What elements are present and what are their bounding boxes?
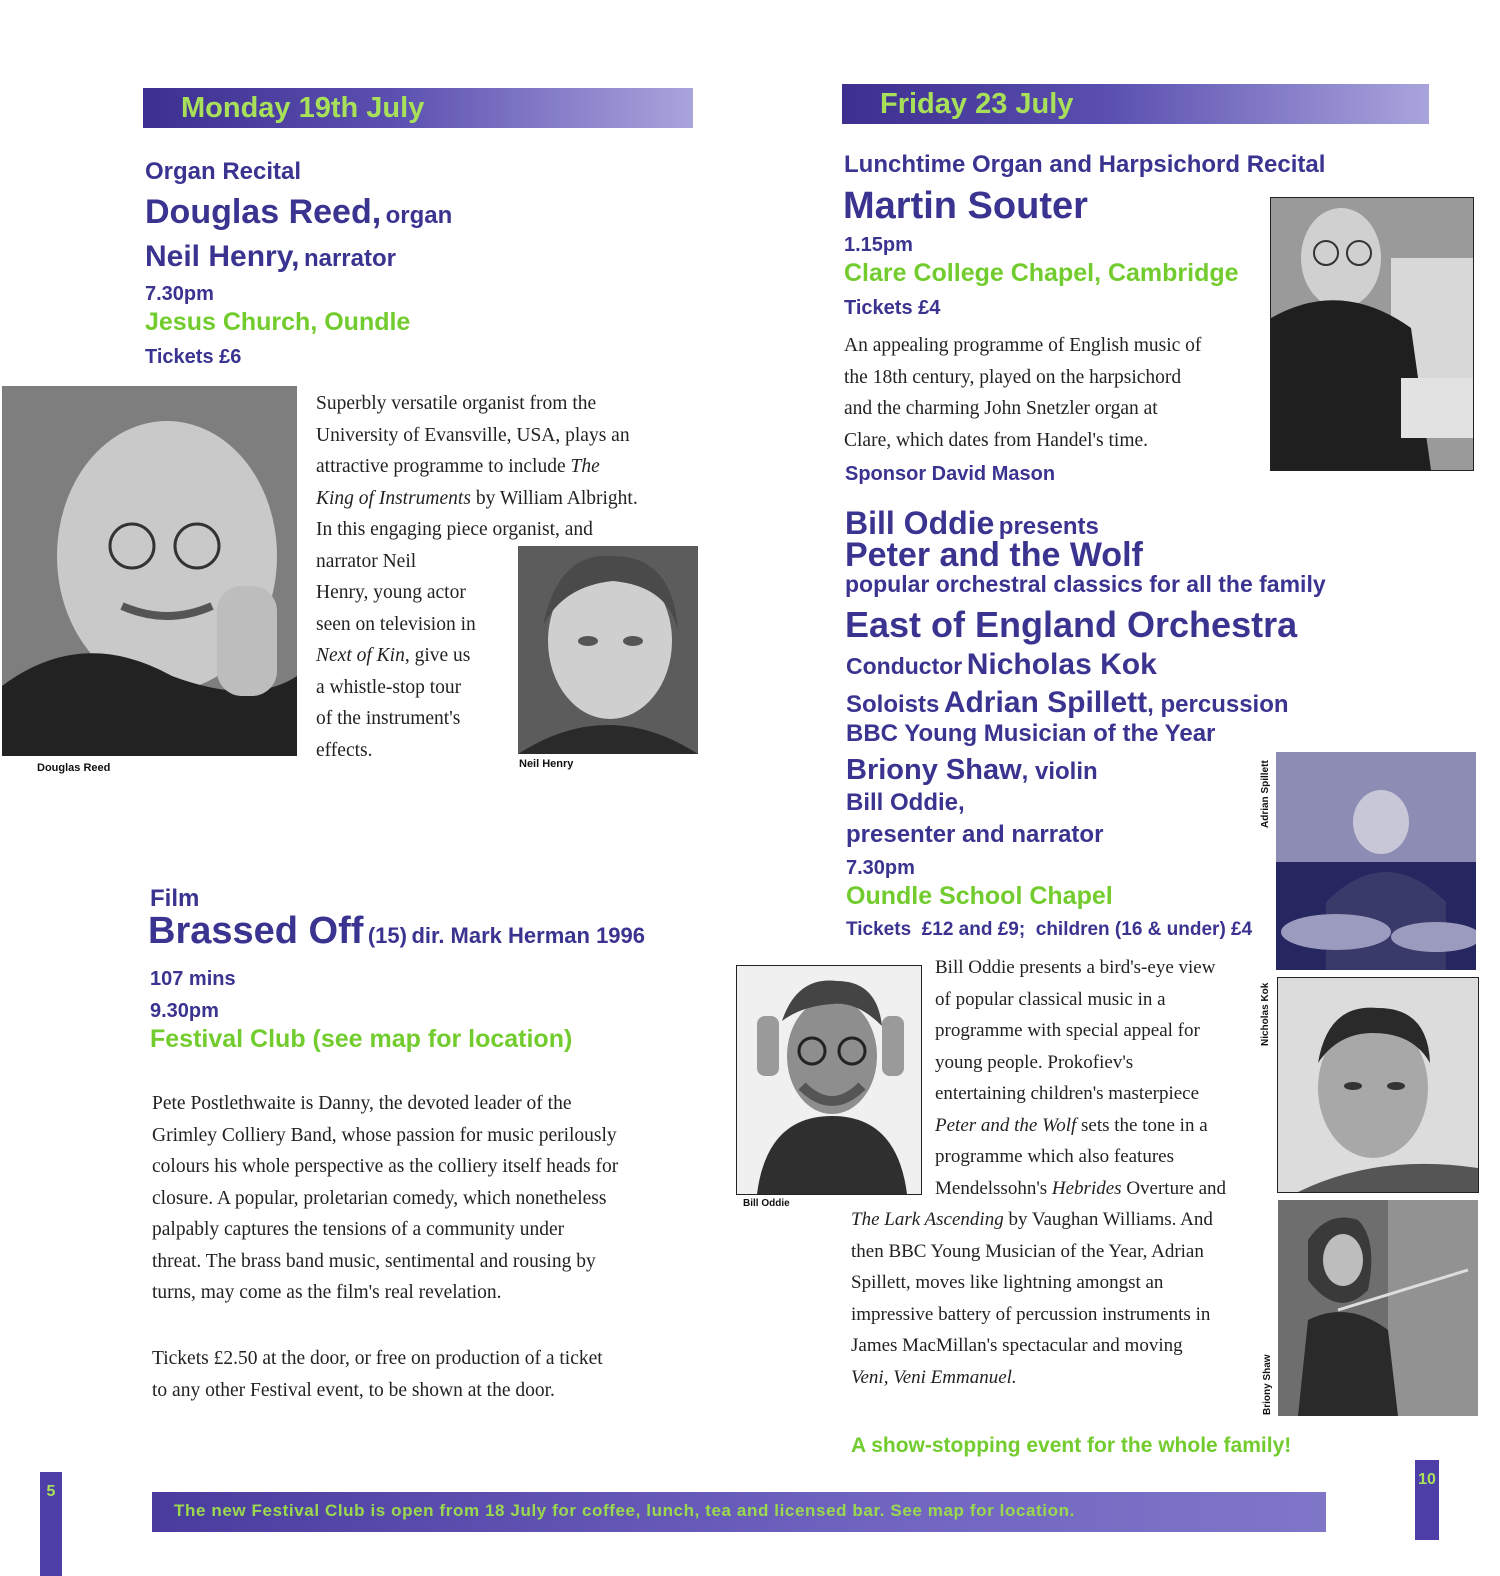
- desc-line: Henry, young actor: [316, 582, 466, 603]
- desc-line: King of Instruments by William Albright.: [316, 487, 638, 509]
- bill-oddie-photo: [736, 965, 922, 1195]
- desc-line: Mendelssohn's Hebrides Overture and: [935, 1177, 1227, 1199]
- desc-line: programme with special appeal for: [935, 1020, 1200, 1041]
- desc-line: Spillett, moves like lightning amongst an: [851, 1272, 1164, 1293]
- desc-line: Veni, Veni Emmanuel.: [851, 1366, 1017, 1388]
- performer2-role: narrator: [303, 245, 396, 272]
- caption-bill-oddie: Bill Oddie: [743, 1198, 790, 1209]
- caption-nicholas-kok: Nicholas Kok: [1260, 982, 1271, 1046]
- soloists-label: Soloists: [846, 691, 940, 718]
- desc-line: Clare, which dates from Handel's time.: [844, 429, 1149, 451]
- concert-time: 7.30pm: [846, 857, 915, 879]
- desc-line: effects.: [316, 739, 373, 761]
- caption-neil-henry: Neil Henry: [519, 758, 574, 770]
- desc-line: impressive battery of percussion instruments in: [851, 1303, 1211, 1325]
- desc-line: threat. The brass band music, sentimental and rousing by: [152, 1250, 596, 1272]
- adrian-spillett-photo: [1276, 752, 1476, 970]
- concert-subtitle: popular orchestral classics for all the family: [845, 571, 1326, 597]
- page-number-right: 10: [1415, 1460, 1439, 1540]
- martin-souter-photo: [1270, 197, 1474, 471]
- concert-violin-line: [846, 754, 1098, 787]
- desc-line: Peter and the Wolf sets the tone in a: [935, 1114, 1208, 1136]
- desc-line: turns, may come as the film's real revelation.: [152, 1282, 502, 1303]
- caption-adrian-spillett: Adrian Spillett: [1260, 760, 1271, 828]
- desc-line: then BBC Young Musician of the Year, Adrian: [851, 1240, 1204, 1262]
- concert-venue: Oundle School Chapel: [846, 882, 1113, 910]
- desc-line: narrator Neil: [316, 550, 417, 572]
- briony-shaw-photo: [1278, 1200, 1478, 1416]
- concert-title: Peter and the Wolf: [845, 536, 1143, 574]
- film-tickets: [152, 1343, 712, 1406]
- concert-presents: presents: [998, 513, 1099, 540]
- desc-line: a whistle-stop tour: [316, 676, 462, 698]
- desc-line: and the charming John Snetzler organ at: [844, 398, 1158, 419]
- soloist-role: , percussion: [1147, 691, 1289, 718]
- desc-line: closure. A popular, proletarian comedy, which nonetheless: [152, 1187, 607, 1209]
- caption-briony-shaw: Briony Shaw: [1262, 1354, 1273, 1415]
- desc-line: palpably captures the tensions of a community under: [152, 1219, 565, 1240]
- ticket-line: Tickets £2.50 at the door, or free on production of a ticket: [152, 1348, 603, 1369]
- performer2-name: Neil Henry,: [145, 240, 300, 273]
- desc-line: the 18th century, played on the harpsichord: [844, 366, 1182, 388]
- desc-line: colours his whole perspective as the colliery itself heads for: [152, 1156, 619, 1177]
- film-description: [152, 1088, 712, 1309]
- concert-conductor-line: [846, 648, 1157, 682]
- desc-line: Grimley Colliery Band, whose passion for music perilously: [152, 1124, 617, 1146]
- desc-line: An appealing programme of English music of: [844, 335, 1202, 356]
- concert-soloists-line: [846, 686, 1289, 720]
- monday-banner-title: Monday 19th July: [181, 92, 425, 124]
- concert-bbc: BBC Young Musician of the Year: [846, 720, 1216, 747]
- desc-line: young people. Prokofiev's: [935, 1051, 1134, 1073]
- monday-banner: [143, 88, 693, 128]
- desc-line: Pete Postlethwaite is Danny, the devoted leader of the: [152, 1093, 572, 1114]
- organ-tickets: Tickets £6: [145, 346, 242, 368]
- recital-category: Lunchtime Organ and Harpsichord Recital: [844, 151, 1326, 178]
- douglas-reed-photo: [2, 386, 297, 756]
- friday-banner-title: Friday 23 July: [880, 88, 1074, 120]
- desc-line: Bill Oddie presents a bird's-eye view: [935, 957, 1216, 978]
- desc-line: Next of Kin, give us: [316, 645, 471, 666]
- recital-venue: Clare College Chapel, Cambridge: [844, 259, 1239, 287]
- organ-performer1: [145, 193, 452, 232]
- ticket-line: to any other Festival event, to be shown at the door.: [152, 1379, 555, 1401]
- desc-line: of popular classical music in a: [935, 988, 1166, 1010]
- film-time: 9.30pm: [150, 1000, 219, 1022]
- recital-tickets: Tickets £4: [844, 297, 941, 319]
- violin-role: , violin: [1021, 758, 1098, 785]
- concert-orchestra: East of England Orchestra: [845, 604, 1298, 645]
- desc-line: In this engaging piece organist, and: [316, 519, 593, 540]
- performer1-role: organ: [385, 202, 453, 229]
- recital-description: [844, 330, 1274, 456]
- concert-narrator-name: Bill Oddie,: [846, 789, 965, 816]
- desc-line: of the instrument's: [316, 708, 461, 729]
- film-category: Film: [150, 885, 200, 912]
- desc-line: seen on television in: [316, 613, 476, 635]
- film-title-line: [148, 910, 645, 953]
- recital-performer: Martin Souter: [843, 185, 1088, 227]
- organ-category: Organ Recital: [145, 158, 302, 185]
- recital-sponsor: Sponsor David Mason: [845, 463, 1056, 485]
- performer1-name: Douglas Reed,: [145, 193, 382, 231]
- film-rating: (15): [367, 923, 407, 948]
- film-duration: 107 mins: [150, 968, 236, 990]
- page-number-left: 5: [40, 1472, 62, 1576]
- conductor-name: Nicholas Kok: [966, 648, 1157, 681]
- concert-tickets: Tickets £12 and £9; children (16 & under) £4: [846, 919, 1253, 940]
- concert-description-bottom: [851, 1204, 1276, 1393]
- film-title: Brassed Off: [148, 910, 364, 952]
- film-venue: Festival Club (see map for location): [150, 1025, 573, 1053]
- organ-venue: Jesus Church, Oundle: [145, 308, 411, 336]
- desc-line: University of Evansville, USA, plays an: [316, 424, 630, 446]
- desc-line: attractive programme to include The: [316, 456, 600, 477]
- concert-narrator-role: presenter and narrator: [846, 821, 1104, 848]
- soloist-name: Adrian Spillett: [943, 686, 1148, 719]
- footer-text: The new Festival Club is open from 18 July for coffee, lunch, tea and licensed bar. See map for location.: [174, 1501, 1075, 1520]
- footer-banner: [152, 1492, 1326, 1532]
- desc-line: Superbly versatile organist from the: [316, 393, 597, 414]
- concert-description-top: [935, 952, 1275, 1204]
- nicholas-kok-photo: [1277, 977, 1479, 1193]
- concert-presenter: Bill Oddie: [845, 505, 995, 541]
- conductor-label: Conductor: [846, 653, 963, 679]
- desc-line: entertaining children's masterpiece: [935, 1083, 1200, 1104]
- concert-tagline: A show-stopping event for the whole family!: [851, 1434, 1292, 1457]
- caption-douglas-reed: Douglas Reed: [37, 762, 111, 774]
- desc-line: James MacMillan's spectacular and moving: [851, 1335, 1183, 1356]
- organ-time: 7.30pm: [145, 283, 214, 305]
- violin-name: Briony Shaw: [846, 754, 1022, 786]
- organ-description: [316, 388, 716, 766]
- desc-line: The Lark Ascending by Vaughan Williams. And: [851, 1209, 1213, 1230]
- friday-banner: [842, 84, 1429, 124]
- recital-time: 1.15pm: [844, 234, 913, 256]
- organ-performer2: [145, 240, 396, 274]
- desc-line: programme which also features: [935, 1146, 1174, 1167]
- film-director: dir. Mark Herman 1996: [411, 923, 646, 948]
